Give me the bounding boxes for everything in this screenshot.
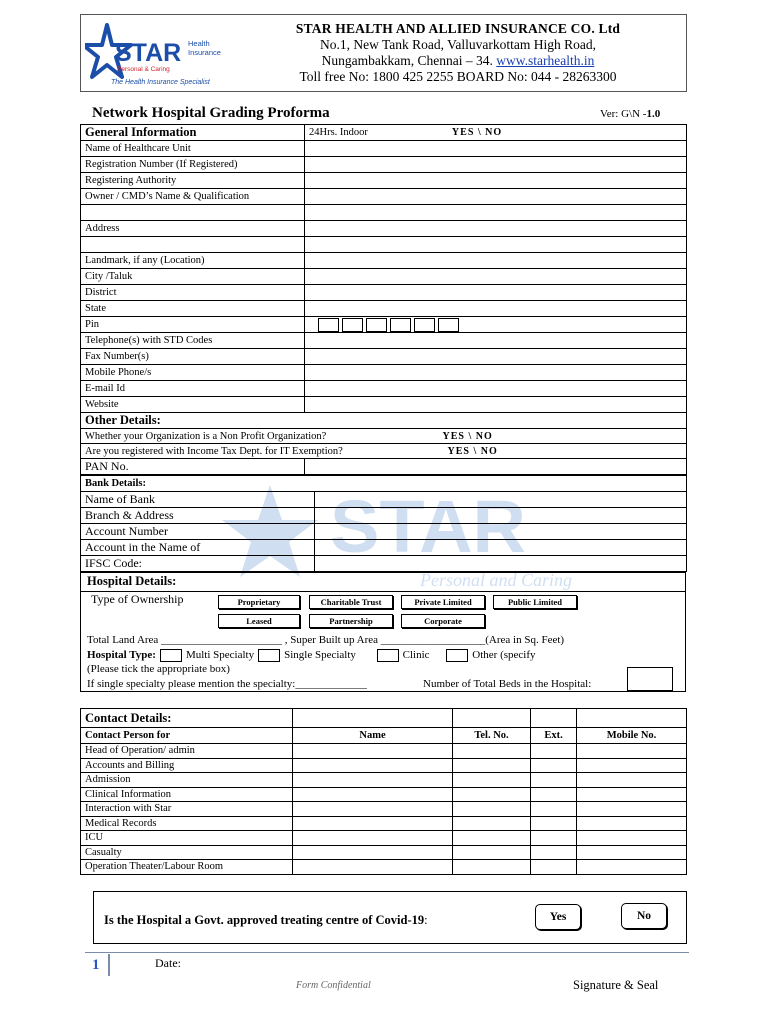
general-row [81, 381, 687, 397]
company-address-block [235, 21, 681, 85]
general-row [81, 365, 687, 381]
contact-tel-cell[interactable] [453, 860, 531, 875]
bank-field-label: Account in the Name of [81, 540, 315, 556]
page-number-bar [108, 954, 110, 976]
contact-name-cell[interactable] [293, 831, 453, 846]
contact-row [81, 787, 687, 802]
general-row [81, 349, 687, 365]
general-row [81, 205, 687, 221]
indoor-yes-no: YES \ NO [451, 127, 503, 138]
contact-name-cell[interactable] [293, 845, 453, 860]
website-link[interactable]: www.starhealth.in [496, 53, 595, 68]
company-name: STAR HEALTH AND ALLIED INSURANCE CO. Ltd [295, 21, 621, 36]
contact-role-label: Casualty [81, 845, 293, 860]
general-row [81, 237, 687, 253]
ownership-leased[interactable]: Leased [218, 614, 300, 628]
general-field-input[interactable] [305, 237, 687, 253]
general-field-input[interactable] [305, 157, 687, 173]
general-field-label: Registration Number (If Registered) [81, 157, 305, 173]
general-field-label: Address [81, 221, 305, 237]
logo-side-1: Health [188, 39, 210, 48]
hospital-heading: Hospital Details: [87, 574, 177, 588]
contact-row [81, 816, 687, 831]
contact-name-cell[interactable] [293, 816, 453, 831]
general-field-label: Pin [81, 317, 305, 333]
contact-ext-cell[interactable] [531, 845, 577, 860]
col-tel: Tel. No. [453, 728, 531, 744]
general-row [81, 397, 687, 413]
general-row [81, 253, 687, 269]
contact-mobile-cell[interactable] [577, 802, 687, 817]
contact-ext-cell[interactable] [531, 758, 577, 773]
general-field-label: Telephone(s) with STD Codes [81, 333, 305, 349]
logo-side-2: Insurance [188, 48, 221, 57]
contact-tel-cell[interactable] [453, 758, 531, 773]
general-field-input[interactable] [305, 333, 687, 349]
pan-field[interactable] [305, 459, 687, 475]
date-label[interactable]: Date: [155, 956, 181, 970]
contact-role-label: Admission [81, 773, 293, 788]
general-row [81, 141, 687, 157]
contact-name-cell[interactable] [293, 773, 453, 788]
contact-tel-cell[interactable] [453, 816, 531, 831]
nonprofit-row [81, 429, 687, 444]
general-field-label: Registering Authority [81, 173, 305, 189]
contact-row [81, 802, 687, 817]
bank-row [81, 524, 687, 540]
general-field-input[interactable] [305, 301, 687, 317]
general-field-input[interactable] [305, 205, 687, 221]
covid-question: Is the Hospital a Govt. approved treating centre of Covid-19: [104, 913, 428, 927]
hospital-details-section [80, 572, 686, 692]
general-field-input[interactable] [305, 285, 687, 301]
clinic-label: Clinic [402, 649, 430, 662]
general-row [81, 269, 687, 285]
general-field-label: Owner / CMD’s Name & Qualification [81, 189, 305, 205]
contact-ext-cell[interactable] [531, 831, 577, 846]
general-field-input[interactable] [305, 269, 687, 285]
contact-ext-cell[interactable] [531, 860, 577, 875]
contact-mobile-cell[interactable] [577, 845, 687, 860]
contact-name-cell[interactable] [293, 744, 453, 759]
general-heading: General Information [81, 125, 305, 141]
contact-row [81, 831, 687, 846]
general-header-row [81, 125, 687, 141]
star-health-logo [85, 21, 225, 91]
tick-note: (Please tick the appropriate box) [87, 663, 230, 675]
clinic-checkbox[interactable] [377, 649, 399, 662]
ownership-label: Type of Ownership [91, 592, 184, 606]
pin-digit-box[interactable] [342, 318, 363, 332]
bank-field-label: Account Number [81, 524, 315, 540]
general-field-label [81, 205, 305, 221]
bank-field-input[interactable] [315, 524, 687, 540]
ownership-public-limited[interactable]: Public Limited [493, 595, 577, 609]
contact-mobile-cell[interactable] [577, 744, 687, 759]
general-field-label: State [81, 301, 305, 317]
general-field-label: Landmark, if any (Location) [81, 253, 305, 269]
general-field-label: Website [81, 397, 305, 413]
col-contact-person: Contact Person for [81, 728, 293, 744]
pin-code-field[interactable] [305, 317, 687, 333]
nonprofit-question[interactable]: Whether your Organization is a Non Profit Organization? YES \ NO [81, 429, 687, 444]
contact-role-label: Interaction with Star [81, 802, 293, 817]
general-field-label: Fax Number(s) [81, 349, 305, 365]
letterhead [80, 14, 687, 92]
single-specialty-label: Single Specialty [284, 649, 356, 662]
contact-tel-cell[interactable] [453, 802, 531, 817]
contact-role-label: Clinical Information [81, 787, 293, 802]
general-field-input[interactable] [305, 173, 687, 189]
contact-row [81, 773, 687, 788]
contact-name-cell[interactable] [293, 787, 453, 802]
ownership-proprietary[interactable]: Proprietary [218, 595, 300, 609]
general-field-label [81, 237, 305, 253]
general-info-table [80, 124, 687, 475]
page-number: 1 [92, 957, 100, 973]
nonprofit-yes-no: YES \ NO [442, 430, 493, 442]
contact-details-table [80, 708, 687, 875]
contact-role-label: Accounts and Billing [81, 758, 293, 773]
bank-field-input[interactable] [315, 540, 687, 556]
covid-question-box [93, 891, 687, 944]
col-ext: Ext. [531, 728, 577, 744]
general-field-input[interactable] [305, 397, 687, 413]
bank-heading: Bank Details: [81, 476, 687, 492]
contact-heading: Contact Details: [81, 709, 293, 728]
pin-digit-box[interactable] [438, 318, 459, 332]
pin-digit-box[interactable] [366, 318, 387, 332]
multi-specialty-label: Multi Specialty [185, 649, 255, 662]
bank-heading-row [81, 476, 687, 492]
other-type-checkbox[interactable] [446, 649, 468, 662]
general-field-input[interactable] [305, 365, 687, 381]
single-specialty-line[interactable]: If single specialty please mention the specialty:_____________ [87, 678, 367, 690]
contact-mobile-cell[interactable] [577, 773, 687, 788]
contact-role-label: Medical Records [81, 816, 293, 831]
bank-field-label: Name of Bank [81, 492, 315, 508]
form-title: Network Hospital Grading Proforma [92, 105, 330, 121]
col-mobile: Mobile No. [577, 728, 687, 744]
general-field-label: E-mail Id [81, 381, 305, 397]
covid-yes-button[interactable]: Yes [535, 904, 581, 930]
it-exemption-row [81, 444, 687, 459]
contact-tel-cell[interactable] [453, 744, 531, 759]
contact-name-cell[interactable] [293, 802, 453, 817]
general-field-label: City /Taluk [81, 269, 305, 285]
contact-ext-cell[interactable] [531, 773, 577, 788]
bank-field-label: IFSC Code: [81, 556, 315, 572]
general-row [81, 173, 687, 189]
ownership-partnership[interactable]: Partnership [309, 614, 393, 628]
it-exemption-yes-no: YES \ NO [447, 445, 498, 457]
logo-star-text: STAR [115, 39, 182, 67]
single-specialty-checkbox[interactable] [258, 649, 280, 662]
contact-name-cell[interactable] [293, 758, 453, 773]
general-row [81, 285, 687, 301]
contact-column-header-row [81, 728, 687, 744]
multi-specialty-checkbox[interactable] [160, 649, 182, 662]
general-field-input[interactable] [305, 381, 687, 397]
pan-label: PAN No. [81, 459, 305, 475]
general-field-input[interactable] [305, 141, 687, 157]
address-line-1: No.1, New Tank Road, Valluvarkottam High Road, [319, 37, 597, 52]
other-heading: Other Details: [81, 413, 687, 429]
general-row [81, 333, 687, 349]
general-field-input[interactable] [305, 221, 687, 237]
bank-field-input[interactable] [315, 508, 687, 524]
pin-digit-box[interactable] [390, 318, 411, 332]
general-row [81, 189, 687, 205]
bank-row [81, 492, 687, 508]
watermark-text: STAR [330, 485, 526, 568]
general-row [81, 317, 687, 333]
contact-row [81, 758, 687, 773]
address-line-2: Nungambakkam, Chennai – 34. www.starhealth.in [321, 53, 595, 68]
watermark-tagline: Personal and Caring [420, 570, 573, 590]
contact-role-label: Operation Theater/Labour Room [81, 860, 293, 875]
general-field-input[interactable] [305, 253, 687, 269]
contact-ext-cell[interactable] [531, 816, 577, 831]
bank-row [81, 556, 687, 572]
confidential-note: Form Confidential [296, 980, 371, 991]
covid-no-button[interactable]: No [621, 903, 667, 929]
ownership-corporate[interactable]: Corporate [401, 614, 485, 628]
contact-tel-cell[interactable] [453, 773, 531, 788]
other-type-label: Other (specify [472, 649, 536, 662]
contact-mobile-cell[interactable] [577, 816, 687, 831]
bank-field-input[interactable] [315, 492, 687, 508]
pin-digit-box[interactable] [414, 318, 435, 332]
bank-row [81, 508, 687, 524]
contact-tel-cell[interactable] [453, 845, 531, 860]
hospital-type-line [87, 649, 536, 662]
contact-mobile-cell[interactable] [577, 860, 687, 875]
contact-tel-cell[interactable] [453, 831, 531, 846]
contact-mobile-cell[interactable] [577, 831, 687, 846]
logo-tagline-1: Personal & Caring [117, 66, 170, 73]
hospital-type-label: Hospital Type: [87, 649, 156, 662]
bank-details-table [80, 475, 687, 572]
bank-field-input[interactable] [315, 556, 687, 572]
ownership-private-limited[interactable]: Private Limited [401, 595, 485, 609]
signature-seal-label: Signature & Seal [573, 978, 659, 992]
contact-row [81, 744, 687, 759]
land-area-line[interactable]: Total Land Area ______________________ , Super Built up Area ___________________(Area in Sq. Feet) [87, 634, 565, 646]
general-field-label: Name of Healthcare Unit [81, 141, 305, 157]
contact-numbers: Toll free No: 1800 425 2255 BOARD No: 044 - 28263300 [299, 69, 617, 84]
other-heading-row [81, 413, 687, 429]
bank-field-label: Branch & Address [81, 508, 315, 524]
contact-ext-cell[interactable] [531, 744, 577, 759]
contact-name-cell[interactable] [293, 860, 453, 875]
contact-ext-cell[interactable] [531, 787, 577, 802]
contact-role-label: ICU [81, 831, 293, 846]
bank-row [81, 540, 687, 556]
beds-count-box[interactable] [627, 667, 673, 691]
general-field-input[interactable] [305, 349, 687, 365]
contact-role-label: Head of Operation/ admin [81, 744, 293, 759]
pin-digit-box[interactable] [318, 318, 339, 332]
ownership-charitable-trust[interactable]: Charitable Trust [309, 595, 393, 609]
col-name: Name [293, 728, 453, 744]
contact-heading-row [81, 709, 687, 728]
contact-mobile-cell[interactable] [577, 787, 687, 802]
general-field-input[interactable] [305, 189, 687, 205]
pan-row [81, 459, 687, 475]
it-exemption-question[interactable]: Are you registered with Income Tax Dept. for IT Exemption? YES \ NO [81, 444, 687, 459]
logo-tagline-2: The Health Insurance Specialist [111, 79, 210, 86]
general-row [81, 301, 687, 317]
general-field-label: Mobile Phone/s [81, 365, 305, 381]
beds-label: Number of Total Beds in the Hospital: [423, 678, 592, 690]
general-field-label: District [81, 285, 305, 301]
contact-mobile-cell[interactable] [577, 758, 687, 773]
contact-row [81, 860, 687, 875]
indoor-cell[interactable]: 24Hrs. Indoor YES \ NO [305, 125, 687, 141]
contact-ext-cell[interactable] [531, 802, 577, 817]
contact-tel-cell[interactable] [453, 787, 531, 802]
general-row [81, 157, 687, 173]
footer-divider [85, 952, 689, 953]
contact-row [81, 845, 687, 860]
general-row [81, 221, 687, 237]
version-label: Ver: G\N -1.0 [600, 108, 661, 120]
